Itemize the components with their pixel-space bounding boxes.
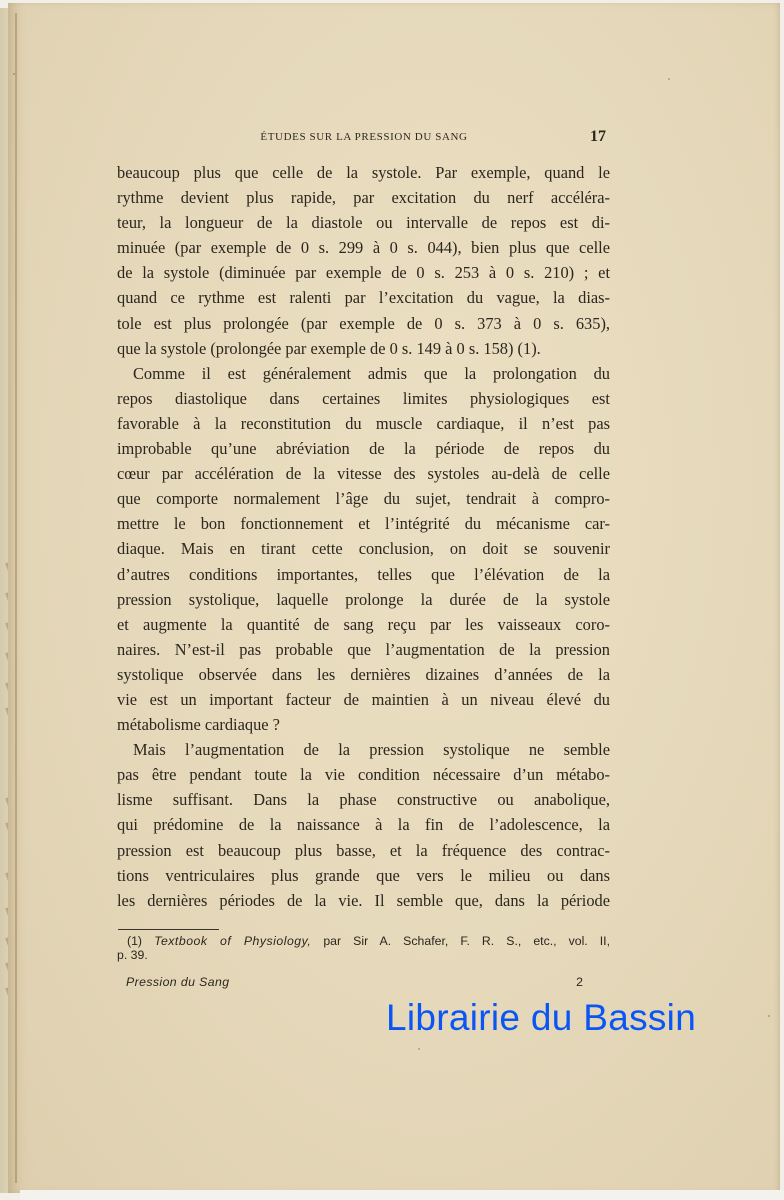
paragraph-start-line: Mais l’augmentation de la pression systolique ne semble xyxy=(133,740,610,760)
text-line: pression systolique, laquelle prolonge la durée de la systole xyxy=(117,589,610,609)
text-line: métabolisme cardiaque ? xyxy=(117,715,280,735)
text-line: repos diastolique dans certaines limites physiologiques est xyxy=(117,388,610,408)
text-line: que la systole (prolongée par exemple de 0 s. 149 à 0 s. 158) (1). xyxy=(117,338,541,358)
text-line: que comporte normalement l’âge du sujet, tendrait à compro- xyxy=(117,489,610,509)
footnote-line xyxy=(117,934,610,948)
text-line: diaque. Mais en tirant cette conclusion, on doit se souvenir xyxy=(117,539,610,559)
page-gutter xyxy=(15,13,17,1183)
text-line: vie est un important facteur de maintien à un niveau élevé du xyxy=(117,689,610,709)
text-line: rythme devient plus rapide, par excitation du nerf accéléra- xyxy=(117,188,610,208)
text-line: quand ce rythme est ralenti par l’excitation du vague, la dias- xyxy=(117,288,610,308)
footnote-citation: par Sir A. Schafer, F. R. S., etc., vol. II, xyxy=(323,934,610,948)
seller-watermark: Librairie du Bassin xyxy=(386,997,697,1038)
text-line: beaucoup plus que celle de la systole. Par exemple, quand le xyxy=(117,163,610,182)
text-line: tions ventriculaires plus grande que vers le milieu ou dans xyxy=(117,865,610,885)
text-line: teur, la longueur de la diastole ou intervalle de repos est di- xyxy=(117,213,610,233)
text-line: les dernières périodes de la vie. Il semble que, dans la période xyxy=(117,890,610,910)
signature-line xyxy=(117,975,583,989)
scan-bottom-edge xyxy=(20,1190,784,1200)
text-line: mettre le bon fonctionnement et l’intégrité du mécanisme car- xyxy=(117,514,610,534)
paper-speck xyxy=(13,73,15,75)
running-title: ÉTUDES SUR LA PRESSION DU SANG xyxy=(260,131,468,143)
text-line: systolique observée dans les dernières dizaines d’années de la xyxy=(117,664,610,684)
text-line: favorable à la reconstitution du muscle cardiaque, il n’est pas xyxy=(117,413,610,433)
paragraph-start-line: Comme il est généralement admis que la prolongation du xyxy=(133,363,610,383)
body-text xyxy=(117,160,610,913)
text-line: cœur par accélération de la vitesse des systoles au-delà de celle xyxy=(117,464,610,484)
text-line: pression est beaucoup plus basse, et la fréquence des contrac- xyxy=(117,840,610,860)
text-line: de la systole (diminuée par exemple de 0 s. 253 à 0 s. 210) ; et xyxy=(117,263,610,283)
signature-title: Pression du Sang xyxy=(126,975,230,989)
footnote-continuation: p. 39. xyxy=(117,948,148,962)
signature-mark: 2 xyxy=(576,975,583,989)
text-line: improbable qu’une abréviation de la période de repos du xyxy=(117,439,610,459)
paper-speck xyxy=(768,1015,770,1017)
text-line: naires. N’est-il pas probable que l’augmentation de la pression xyxy=(117,639,610,659)
text-line: tole est plus prolongée (par exemple de 0 s. 373 à 0 s. 635), xyxy=(117,313,610,333)
footnote-rule xyxy=(118,929,219,930)
paper-speck xyxy=(668,78,670,80)
footnote-marker: (1) xyxy=(127,934,143,948)
text-line: pas être pendant toute la vie condition nécessaire d’un métabo- xyxy=(117,765,610,785)
footnote xyxy=(117,934,610,962)
paper-speck xyxy=(418,1048,420,1050)
text-line: qui prédomine de la naissance à la fin de l’adolescence, la xyxy=(117,815,610,835)
running-head xyxy=(118,128,610,148)
text-line: lisme suffisant. Dans la phase constructive ou anabolique, xyxy=(117,790,610,810)
text-line: et augmente la quantité de sang reçu par les vaisseaux coro- xyxy=(117,614,610,634)
text-line: minuée (par exemple de 0 s. 299 à 0 s. 044), bien plus que celle xyxy=(117,238,610,258)
page-number: 17 xyxy=(590,128,606,145)
text-line: d’autres conditions importantes, telles que l’élévation de la xyxy=(117,564,610,584)
footnote-cited-title: Textbook of Physiology, xyxy=(154,934,312,948)
